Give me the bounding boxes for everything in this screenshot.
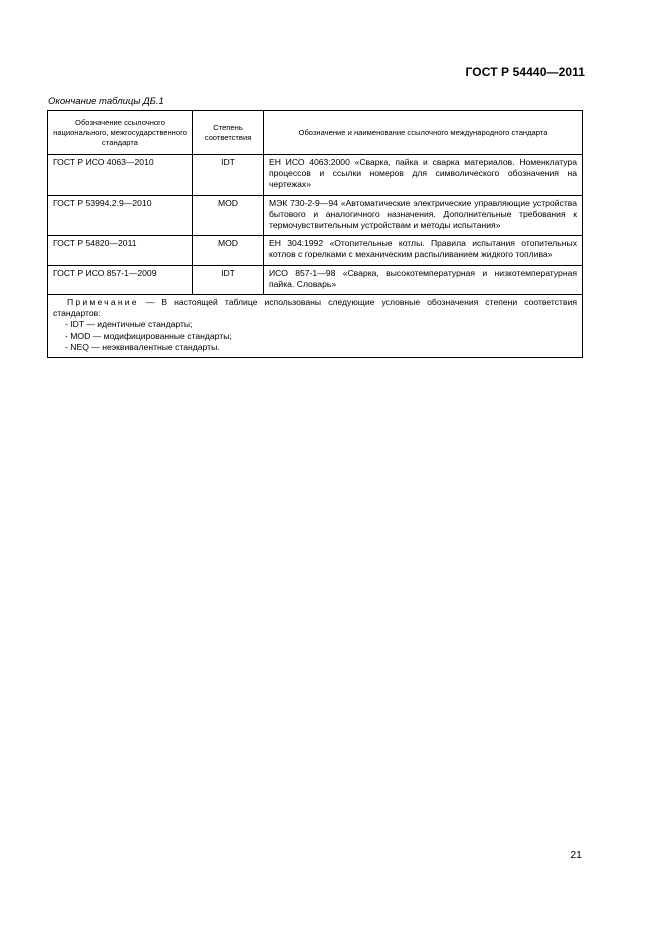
reference-standards-table bbox=[47, 110, 583, 358]
national-standard-cell: ГОСТ Р 54820—2011 bbox=[48, 236, 193, 265]
table-row bbox=[48, 265, 583, 294]
document-code: ГОСТ Р 54440—2011 bbox=[465, 65, 585, 79]
degree-cell: MOD bbox=[193, 195, 264, 236]
note-item: - NEQ — неэквивалентные стандарты. bbox=[65, 341, 220, 352]
table-row bbox=[48, 155, 583, 196]
table-header-row bbox=[48, 111, 583, 155]
note-body: — В настоящей таблице использованы следующие условные обозначения степени соответствия стандартов: bbox=[53, 297, 577, 319]
international-standard-cell: ЕН 304:1992 «Отопительные котлы. Правила испытания отопительных котлов с горелками с механическим распыливанием жидкого топлива» bbox=[264, 236, 583, 265]
table-caption: Окончание таблицы ДБ.1 bbox=[48, 96, 164, 107]
table-row bbox=[48, 236, 583, 265]
column-header-national: Обозначение ссылочного национального, межгосударственного стандарта bbox=[48, 111, 193, 155]
degree-cell: MOD bbox=[193, 236, 264, 265]
national-standard-cell: ГОСТ Р 53994.2.9—2010 bbox=[48, 195, 193, 236]
note-text bbox=[53, 297, 577, 319]
note-item: - IDT — идентичные стандарты; bbox=[65, 319, 193, 330]
national-standard-cell: ГОСТ Р ИСО 4063—2010 bbox=[48, 155, 193, 196]
note-label: Примечание bbox=[67, 297, 139, 308]
page-number: 21 bbox=[570, 849, 582, 861]
international-standard-cell: ИСО 857-1—98 «Сварка, высокотемпературная и низкотемпературная пайка. Словарь» bbox=[264, 265, 583, 294]
degree-cell: IDT bbox=[193, 265, 264, 294]
table-row bbox=[48, 195, 583, 236]
degree-cell: IDT bbox=[193, 155, 264, 196]
column-header-degree: Степень соответствия bbox=[193, 111, 264, 155]
table-note-row bbox=[48, 295, 583, 358]
international-standard-cell: ЕН ИСО 4063:2000 «Сварка, пайка и сварка материалов. Номенклатура процессов и ссылки номеров для символического обозначения на чертежах» bbox=[264, 155, 583, 196]
note-item: - MOD — модифицированные стандарты; bbox=[65, 330, 232, 341]
column-header-international: Обозначение и наименование ссылочного международного стандарта bbox=[264, 111, 583, 155]
international-standard-cell: МЭК 730-2-9—94 «Автоматические электрические управляющие устройства бытового и аналогичного назначения. Дополнительные требования к термочувствительным устройствам и методы испытания» bbox=[264, 195, 583, 236]
national-standard-cell: ГОСТ Р ИСО 857-1—2009 bbox=[48, 265, 193, 294]
table-note bbox=[48, 295, 583, 358]
